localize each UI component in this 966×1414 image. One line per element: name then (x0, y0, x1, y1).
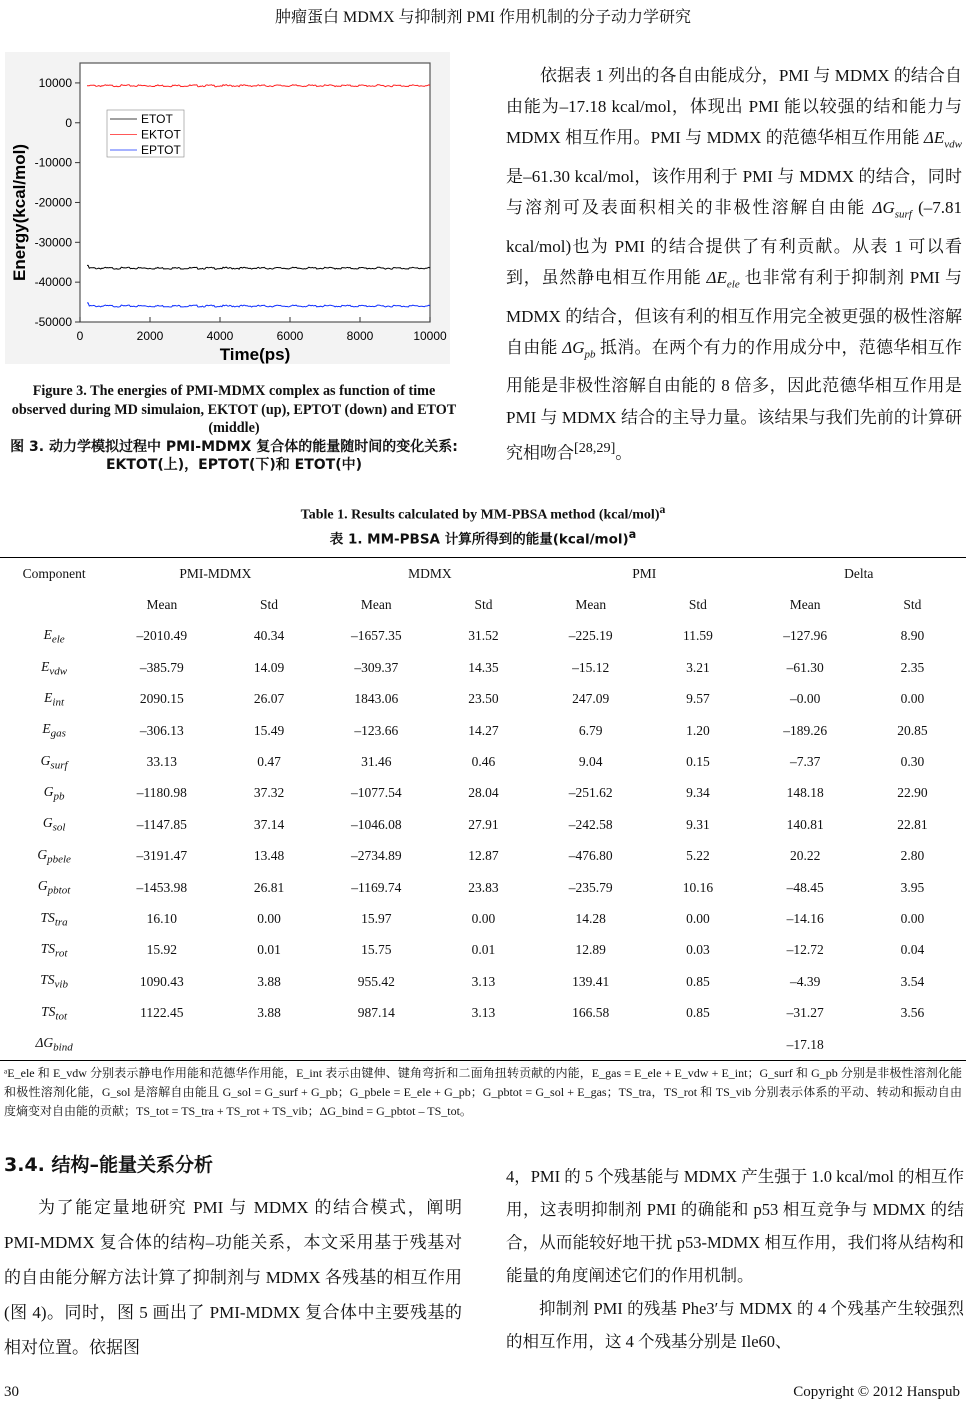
symbol: $E_{gas}$ (42, 721, 66, 740)
table-cell: 26.07 (253, 691, 285, 707)
symbol-subscript: vib (54, 979, 68, 992)
y-tick-label: 0 (65, 115, 72, 130)
table-cell: 9.31 (686, 816, 710, 832)
table-row (0, 872, 966, 903)
symbol-subscript: bind (53, 1041, 73, 1054)
table-cell: 3.88 (257, 973, 281, 989)
table-cell: –31.27 (786, 1005, 824, 1021)
table-cell: –309.37 (354, 659, 399, 675)
table-cell (644, 1029, 751, 1061)
table-cell: 22.81 (897, 816, 928, 832)
table-cell: 14.35 (468, 659, 499, 675)
table-cell: –235.79 (568, 879, 613, 895)
column-subheader: Std (688, 597, 707, 613)
symbol-subscript: ele (51, 633, 65, 646)
column-subheader: Mean (360, 597, 392, 613)
table-cell: 10.16 (682, 879, 714, 895)
row-label (0, 809, 108, 840)
table-cell: 31.46 (361, 754, 392, 770)
table-cell: 1.20 (686, 722, 710, 738)
column-subheader: Mean (146, 597, 178, 613)
row-label (0, 684, 108, 715)
table-cell: 1843.06 (354, 691, 399, 707)
row-label (0, 966, 108, 997)
table-row (0, 903, 966, 934)
table-cell: 23.83 (468, 879, 499, 895)
table-cell (430, 1029, 537, 1061)
table-cell: 15.97 (361, 910, 392, 926)
symbol-subscript: sol (52, 822, 66, 835)
column-subheader: Mean (789, 597, 821, 613)
row-label (0, 746, 108, 777)
row-label (0, 778, 108, 809)
table-row (0, 778, 966, 809)
table-cell: 3.88 (257, 1005, 281, 1021)
x-tick-label: 2000 (136, 329, 164, 343)
table-cell: –15.12 (572, 659, 610, 675)
table-cell: 13.48 (253, 848, 285, 864)
table-cell: –7.37 (789, 754, 821, 770)
table-cell: 14.27 (468, 722, 499, 738)
column-subheader: Std (903, 597, 922, 613)
table-cell: 14.09 (253, 659, 285, 675)
citation[interactable]: [28,29] (574, 439, 616, 456)
table-cell: 3.21 (686, 659, 710, 675)
table-cell: 37.14 (253, 816, 285, 832)
x-tick-label: 10000 (413, 329, 447, 343)
symbol-subscript: pbele (47, 853, 71, 866)
table-cell: 15.92 (146, 942, 178, 958)
y-tick-label: -40000 (34, 275, 72, 290)
symbol-subscript: surf (50, 759, 68, 772)
table-cell: 9.04 (578, 754, 603, 770)
table-cell: 20.85 (897, 722, 928, 738)
symbol: $\Delta G_{bind}$ (35, 1035, 73, 1054)
table-cell: –4.39 (789, 973, 821, 989)
table-cell: –1046.08 (350, 816, 402, 832)
table-cell: 2.35 (900, 659, 925, 675)
row-label (0, 935, 108, 966)
table-cell: 22.90 (897, 785, 928, 801)
table-cell: 5.22 (686, 848, 710, 864)
table-cell: 0.00 (257, 910, 281, 926)
results-table (0, 557, 966, 1061)
symbol: $TS_{vib}$ (40, 972, 68, 992)
body-paragraph-right: 4，PMI 的 5 个残基能与 MDMX 产生强于 1.0 kcal/mol 的相互作用，这表明抑制剂 PMI 的确能和 p53 相互竞争与 MDMX 的结合，从而能较好地干扰 p53-MDMX 相互作用，我们将从结构和能量的角度阐述它们的作用机制。 抑制剂 PMI 的残基 Phe3′与 MDMX 的 4 个残基产生较强烈的相互作用，这 4 个残基分别是 Ile60、 (506, 1167, 964, 1351)
table-cell: 23.50 (468, 691, 499, 707)
row-label (0, 903, 108, 934)
x-tick-label: 8000 (346, 329, 374, 343)
row-label (0, 841, 108, 872)
body-paragraph-left: 为了能定量地研究 PMI 与 MDMX 的结合模式，阐明 PMI-MDMX 复合体的结构–功能关系，本文采用基于残基对的自由能分解方法计算了抑制剂与 MDMX 各残基的相互作用(图 4)。同时，图 5 画出了 PMI-MDMX 复合体中主要残基的相对位置。依据图 (4, 1198, 462, 1357)
table-cell: 0.30 (900, 754, 925, 770)
table-cell: –385.79 (139, 659, 184, 675)
plot-area (80, 63, 430, 322)
table-cell: 955.42 (357, 973, 395, 989)
table-row (0, 997, 966, 1028)
table-row (0, 684, 966, 715)
column-group-header: PMI-MDMX (108, 558, 322, 590)
table-cell: 247.09 (572, 691, 610, 707)
symbol-subscript: tot (55, 1010, 68, 1023)
table-cell (215, 1029, 322, 1061)
table-cell: –2010.49 (136, 628, 188, 644)
table-cell: 40.34 (253, 628, 285, 644)
table-cell: –189.26 (783, 722, 828, 738)
symbol-subscript: pbtot (47, 884, 71, 897)
row-label (0, 652, 108, 683)
legend-label: ETOT (141, 112, 173, 126)
table-cell: –476.80 (568, 848, 613, 864)
x-axis-label: Time(ps) (219, 345, 291, 364)
table-cell: 37.32 (253, 785, 285, 801)
empty-cell (0, 589, 108, 620)
table-cell: 0.00 (686, 910, 710, 926)
y-tick-label: -10000 (34, 155, 72, 170)
table-cell: 6.79 (578, 722, 603, 738)
table-cell: 0.15 (686, 754, 710, 770)
column-subheader: Mean (575, 597, 607, 613)
running-header: 肿瘤蛋白 MDMX 与抑制剂 PMI 作用机制的分子动力学研究 (274, 9, 692, 26)
table-cell: –123.66 (354, 722, 399, 738)
table-cell: 0.85 (686, 973, 710, 989)
figure-caption-en: Figure 3. The energies of PMI-MDMX complex as function of time observed during MD simulaion, EKTOT (up), EPTOT (down) and ETOT (middle) (11, 383, 457, 436)
table-cell: –1657.35 (350, 628, 402, 644)
column-group-header: Component (0, 558, 108, 590)
table-cell: –306.13 (139, 722, 184, 738)
table-cell: 0.04 (900, 942, 925, 958)
table-cell: –48.45 (786, 879, 824, 895)
column-subheader: Std (474, 597, 493, 613)
table-cell: 16.10 (146, 910, 178, 926)
table-cell: 0.00 (900, 910, 925, 926)
table-row (0, 966, 966, 997)
table-cell: 3.95 (900, 879, 925, 895)
symbol: $G_{sol}$ (42, 815, 66, 835)
x-tick-label: 6000 (276, 329, 304, 343)
table-cell: 2.80 (900, 848, 925, 864)
row-label (0, 1029, 108, 1061)
table-cell: 14.28 (575, 910, 606, 926)
table-cell: 9.57 (686, 691, 710, 707)
table-cell: –2734.89 (350, 848, 402, 864)
table-cell: 0.85 (686, 1005, 710, 1021)
table-title: Table 1. Results calculated by MM-PBSA method (kcal/mol)$^a$ 表 1. MM-PBSA 计算所得到的能量(kcal/mol)$^a$ (300, 503, 666, 548)
table-cell: 0.01 (257, 942, 281, 958)
symbol: $E_{int}$ (44, 689, 65, 709)
symbol-subscript: tra (54, 916, 68, 929)
row-label (0, 997, 108, 1028)
y-tick-label: -30000 (34, 235, 72, 250)
table-cell: 3.13 (471, 973, 496, 989)
table-cell: 1122.45 (140, 1005, 184, 1021)
copyright: Copyright © 2012 Hanspub (793, 1384, 960, 1400)
column-group-header: PMI (537, 558, 751, 590)
table-cell: –61.30 (786, 659, 824, 675)
row-label (0, 621, 108, 652)
symbol-subscript: pb (53, 790, 65, 803)
table-cell: 1090.43 (139, 973, 184, 989)
y-tick-label: 10000 (38, 75, 72, 90)
table-cell: 3.13 (471, 1005, 496, 1021)
row-label (0, 872, 108, 903)
table-cell: –1077.54 (350, 785, 402, 801)
table-cell: –17.18 (752, 1029, 859, 1061)
table-cell: 26.81 (253, 879, 285, 895)
table-cell: 12.89 (575, 942, 606, 958)
symbol: $G_{surf}$ (40, 752, 68, 772)
table-cell: 8.90 (900, 628, 925, 644)
table-cell: –1453.98 (136, 879, 188, 895)
row-label (0, 715, 108, 746)
table-cell: 2090.15 (139, 691, 184, 707)
table-cell: 3.54 (900, 973, 925, 989)
table-cell: 3.56 (900, 1005, 925, 1021)
table-row (0, 746, 966, 777)
symbol: $G_{pbtot}$ (37, 878, 71, 897)
table-cell: –3191.47 (136, 848, 188, 864)
table-cell: 20.22 (789, 848, 821, 864)
symbol: $TS_{tra}$ (40, 909, 68, 929)
symbol-subscript: gas (50, 727, 66, 740)
symbol: $E_{ele}$ (43, 627, 65, 646)
x-tick-label: 4000 (206, 329, 234, 343)
table-cell: 140.81 (786, 816, 824, 832)
table-cell: 0.00 (900, 691, 925, 707)
table-cell: –0.00 (789, 691, 821, 707)
table-cell: 0.01 (471, 942, 496, 958)
table-row (0, 715, 966, 746)
table-row (0, 652, 966, 683)
table-cell: –12.72 (786, 942, 824, 958)
table-cell: 0.46 (471, 754, 496, 770)
legend-label: EPTOT (141, 143, 181, 157)
table-cell: 11.59 (682, 628, 713, 644)
table-cell: 0.00 (471, 910, 496, 926)
table-cell: –251.62 (568, 785, 613, 801)
table-cell (323, 1029, 430, 1061)
symbol: $TS_{rot}$ (40, 941, 68, 960)
table-row (0, 935, 966, 966)
y-tick-label: -20000 (34, 195, 72, 210)
table-cell: 12.87 (468, 848, 499, 864)
table-cell: 28.04 (468, 785, 499, 801)
table-cell (108, 1029, 215, 1061)
y-tick-label: -50000 (34, 315, 72, 329)
table-row (0, 841, 966, 872)
table-footnote: ᵃE_ele 和 E_vdw 分别表示静电作用能和范德华作用能，E_int 表示由键伸、键角弯折和二面角扭转贡献的内能，E_gas = E_ele + E_vdw + E_int；G_surf 和 G_pb 分别是非极性溶剂化能和极性溶剂化能，G_sol 是溶解自由能且 G_sol = G_surf + G_pb；G_pbele = E_ele + G_pb；G_pbtot = G_sol + E_gas；TS_tra，TS_rot 和 TS_vib 分别表示体系的平动、转动和振动自由度熵变对自由能的贡献；TS_tot = TS_tra + TS_rot + TS_vib；ΔG_bind = G_pbtot – TS_tot。 (4, 1066, 962, 1118)
legend-label: EKTOT (141, 127, 181, 142)
energy-time-chart (5, 52, 450, 364)
y-axis-label: Energy(kcal/mol) (10, 144, 29, 281)
table-header-row (0, 558, 966, 590)
body-paragraph-binding-energy: 依据表 1 列出的各自由能成分，PMI 与 MDMX 的结合自由能为–17.18 kcal/mol，体现出 PMI 能以较强的结和能力与 MDMX 相互作用。PMI 与 MDMX 的范德华相互作用能 $\Delta E_{vdw}$ 是–61.30 kcal/mol，该作用利于 PMI 与 MDMX 的结合，同时与溶剂可及表面积相关的非极性溶解自由能 $\Delta G_{surf}$ (–7.81 kcal/mol)也为 PMI 的结合提供了有利贡献。从表 1 可以看到，虽然静电相互作用能 $\Delta E_{ele}$ 也非常有利于抑制剂 PMI 与 MDMX 的结合，但该有利的相互作用完全被更强的极性溶解自由能 $\Delta G_{pb}$ 抵消。在两个有力的作用成分中，范德华相互作用能是非极性溶解自由能的 8 倍多，因此范德华相互作用是 PMI 与 MDMX 结合的主导力量。该结果与我们先前的计算研究相吻合[28,29]。 (506, 66, 963, 463)
table-cell: 31.52 (468, 628, 499, 644)
table-cell: 139.41 (572, 973, 610, 989)
page-number: 30 (4, 1384, 19, 1400)
table-cell: 987.14 (357, 1005, 395, 1021)
column-group-header: MDMX (323, 558, 537, 590)
table-cell: 15.75 (361, 942, 392, 958)
table-cell (859, 1029, 966, 1061)
table-cell: 0.47 (257, 754, 281, 770)
symbol: $E_{vdw}$ (41, 658, 68, 678)
table-cell: 148.18 (786, 785, 824, 801)
table-cell: 33.13 (146, 754, 178, 770)
x-tick-label: 0 (76, 329, 84, 343)
table-subheader-row (0, 589, 966, 620)
table-cell: –14.16 (786, 910, 824, 926)
figure-caption (4, 382, 464, 475)
table-cell: 27.91 (468, 816, 499, 832)
column-subheader: Std (260, 597, 279, 613)
section-heading: 3.4. 结构–能量关系分析 (4, 1154, 213, 1176)
table-cell: 9.34 (686, 785, 710, 801)
table-cell: –1169.74 (351, 879, 402, 895)
table-cell: 0.03 (686, 942, 710, 958)
symbol-subscript: int (52, 696, 65, 709)
table-row (0, 809, 966, 840)
symbol-subscript: vdw (49, 665, 68, 678)
table-cell: –1180.98 (136, 785, 187, 801)
table-row (0, 1029, 966, 1061)
symbol-subscript: rot (55, 947, 68, 960)
table-cell: –127.96 (783, 628, 828, 644)
table-cell: 166.58 (572, 1005, 610, 1021)
symbol: $G_{pbele}$ (37, 846, 71, 866)
symbol: $TS_{tot}$ (41, 1003, 68, 1023)
symbol: $G_{pb}$ (43, 784, 65, 803)
table-cell: 15.49 (253, 722, 285, 738)
table-row (0, 621, 966, 652)
figure-caption-zh: 图 3. 动力学模拟过程中 PMI-MDMX 复合体的能量随时间的变化关系: EKTOT(上)，EPTOT(下)和 ETOT(中) (10, 438, 458, 473)
table-cell: –242.58 (568, 816, 613, 832)
column-group-header: Delta (752, 558, 966, 590)
table-cell: –1147.85 (136, 816, 187, 832)
table-cell: –225.19 (568, 628, 613, 644)
table-cell (537, 1029, 644, 1061)
